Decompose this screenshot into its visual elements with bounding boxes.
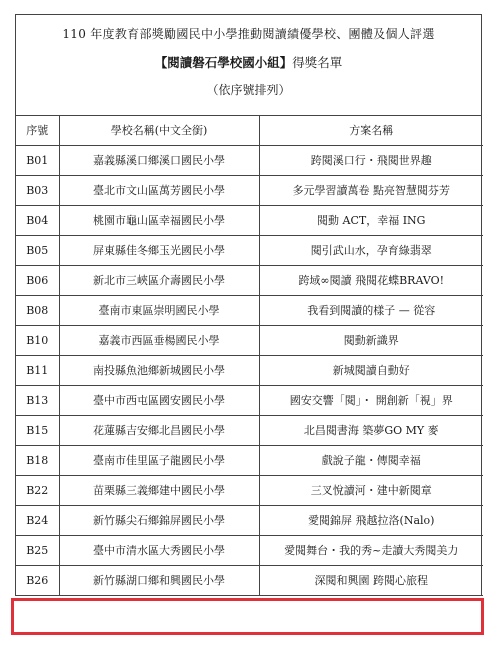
table-row	[16, 445, 483, 475]
cell-project: 跨閱溪口行・飛閱世界趣	[259, 145, 483, 175]
cell-id: B01	[16, 145, 59, 175]
award-list-document	[15, 14, 482, 596]
document-title: 110 年度教育部獎勵國民中小學推動閱讀績優學校、團體及個人評選	[62, 27, 435, 41]
table-row	[16, 235, 483, 265]
cell-school: 臺中市清水區大秀國民小學	[59, 535, 259, 565]
table-row	[16, 145, 483, 175]
cell-project: 戲說子龍・傳閱幸福	[259, 445, 483, 475]
cell-project: 閱引武山水，孕育綠翡翠	[259, 235, 483, 265]
cell-project: 閱動新識界	[259, 325, 483, 355]
cell-school: 臺南市佳里區子龍國民小學	[59, 445, 259, 475]
cell-school: 臺中市西屯區國安國民小學	[59, 385, 259, 415]
cell-id: B10	[16, 325, 59, 355]
cell-id: B24	[16, 505, 59, 535]
cell-id: B26	[16, 565, 59, 595]
cell-school: 屏東縣佳冬鄉玉光國民小學	[59, 235, 259, 265]
cell-id: B11	[16, 355, 59, 385]
cell-project: 閱動 ACT，幸福 ING	[259, 205, 483, 235]
cell-id: B05	[16, 235, 59, 265]
highlight-box-b26	[11, 598, 484, 635]
cell-project: 跨域∞閱讀 飛閱花蝶BRAVO!	[259, 265, 483, 295]
table-header-row	[16, 116, 483, 145]
cell-school: 苗栗縣三義鄉建中國民小學	[59, 475, 259, 505]
cell-school: 嘉義縣溪口鄉溪口國民小學	[59, 145, 259, 175]
cell-id: B25	[16, 535, 59, 565]
award-table	[16, 116, 483, 596]
cell-project: 國安交響「閱」・ 開創新「視」界	[259, 385, 483, 415]
cell-id: B18	[16, 445, 59, 475]
table-row	[16, 565, 483, 595]
cell-project: 深閱和興園 跨閱心旅程	[259, 565, 483, 595]
cell-id: B22	[16, 475, 59, 505]
column-header-school: 學校名稱(中文全銜)	[59, 116, 259, 145]
cell-id: B04	[16, 205, 59, 235]
cell-school: 桃園市龜山區幸福國民小學	[59, 205, 259, 235]
cell-project: 愛閱舞台・我的秀~走讀大秀閱美力	[259, 535, 483, 565]
table-row	[16, 265, 483, 295]
cell-school: 南投縣魚池鄉新城國民小學	[59, 355, 259, 385]
table-row	[16, 475, 483, 505]
cell-project: 北昌閱書海 築夢GO MY 麥	[259, 415, 483, 445]
cell-school: 臺北市文山區萬芳國民小學	[59, 175, 259, 205]
table-row	[16, 175, 483, 205]
table-row	[16, 415, 483, 445]
cell-id: B06	[16, 265, 59, 295]
cell-school: 新北市三峽區介壽國民小學	[59, 265, 259, 295]
table-row	[16, 355, 483, 385]
table-row	[16, 295, 483, 325]
cell-school: 花蓮縣吉安鄉北昌國民小學	[59, 415, 259, 445]
column-header-id: 序號	[16, 116, 59, 145]
cell-id: B08	[16, 295, 59, 325]
cell-project: 多元學習讀萬卷 點亮智慧閱芬芳	[259, 175, 483, 205]
cell-id: B13	[16, 385, 59, 415]
cell-school: 新竹縣湖口鄉和興國民小學	[59, 565, 259, 595]
document-subtitle	[16, 42, 481, 71]
cell-id: B03	[16, 175, 59, 205]
cell-school: 臺南市東區崇明國民小學	[59, 295, 259, 325]
table-row	[16, 385, 483, 415]
cell-school: 嘉義市西區垂楊國民小學	[59, 325, 259, 355]
table-row	[16, 325, 483, 355]
cell-project: 我看到閱讀的樣子 — 從容	[259, 295, 483, 325]
document-header	[16, 15, 481, 116]
table-row	[16, 505, 483, 535]
table-row	[16, 205, 483, 235]
ordering-note: （依序號排列）	[206, 83, 291, 97]
cell-school: 新竹縣尖石鄉錦屏國民小學	[59, 505, 259, 535]
cell-project: 愛閱錦屏 飛越拉洛(Nalo)	[259, 505, 483, 535]
cell-project: 三叉悅讀河・建中新閱章	[259, 475, 483, 505]
cell-project: 新城閱讀自動好	[259, 355, 483, 385]
column-header-project: 方案名稱	[259, 116, 483, 145]
cell-id: B15	[16, 415, 59, 445]
subtitle-category: 【閱讀磐石學校國小組】	[154, 55, 293, 70]
table-row	[16, 535, 483, 565]
subtitle-text: 得獎名單	[292, 55, 343, 70]
